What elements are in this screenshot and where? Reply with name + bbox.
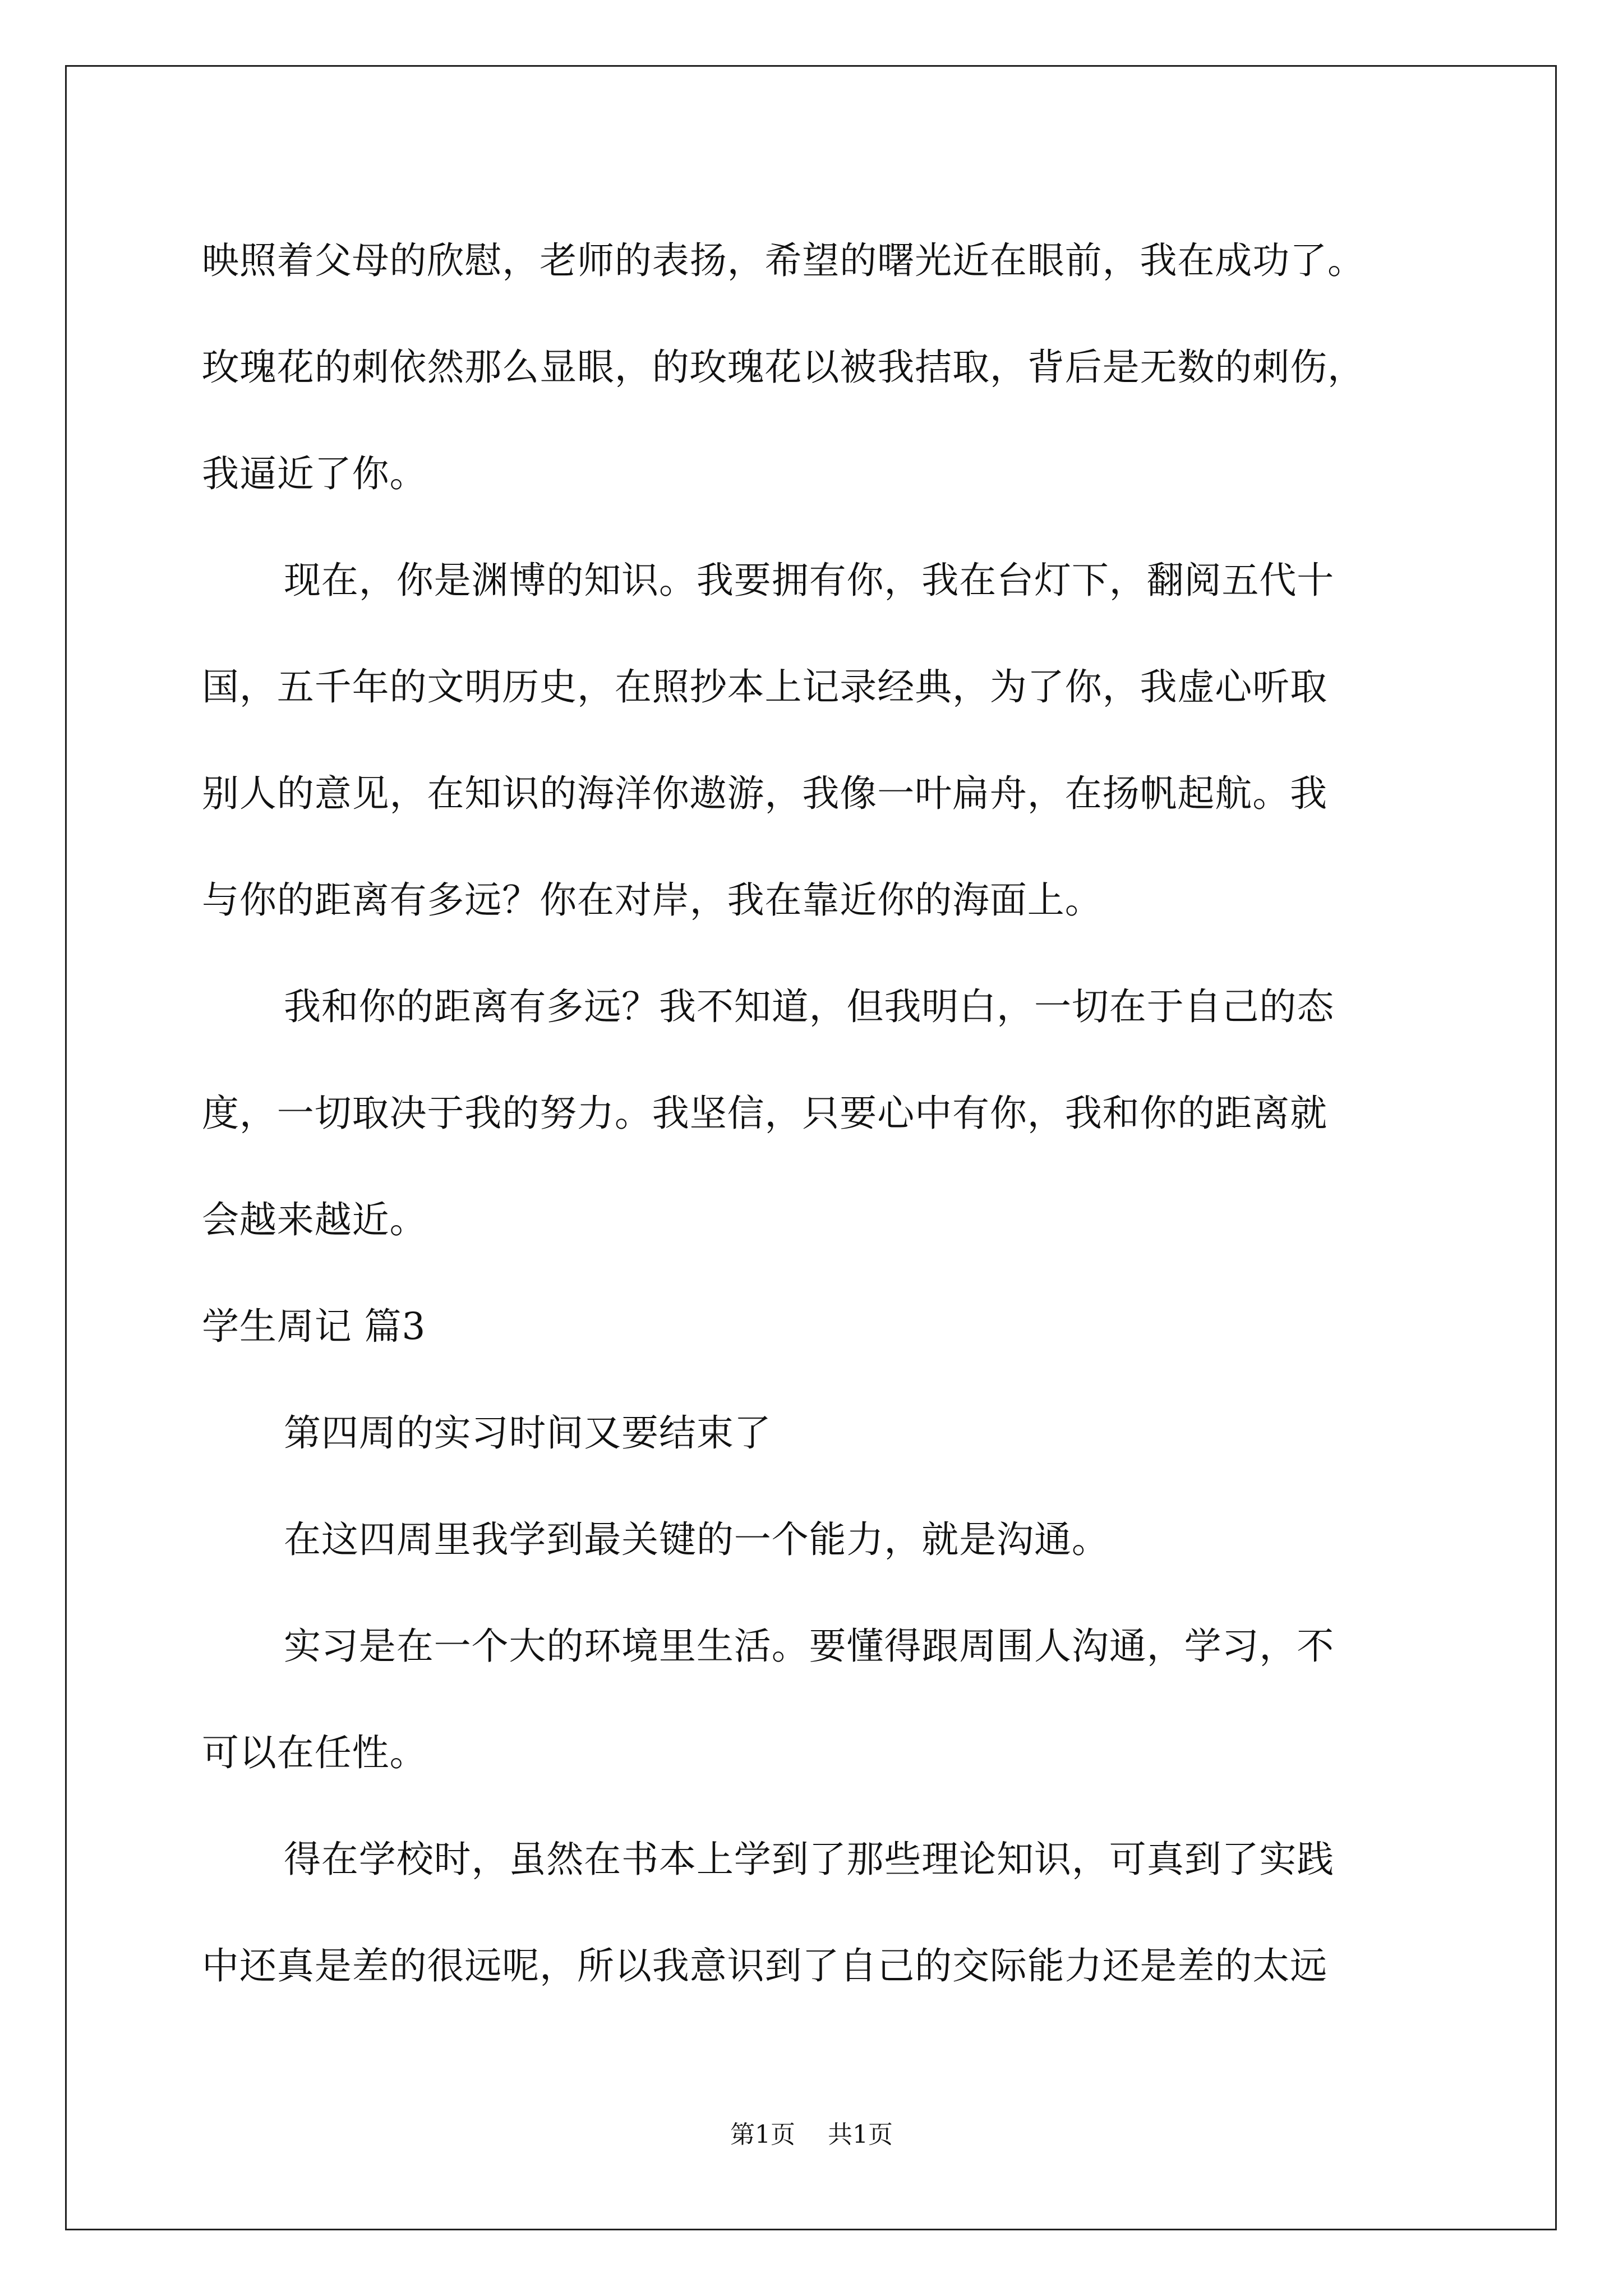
text-line: 会越来越近。	[202, 1198, 427, 1241]
document-body	[202, 208, 1436, 2019]
text-line: 实习是在一个大的环境里生活。要懂得跟周围人沟通，学习，不	[284, 1625, 1335, 1668]
text-line: 第四周的实习时间又要结束了	[284, 1411, 772, 1455]
text-line: 可以在任性。	[202, 1731, 427, 1774]
text-line: 我逼近了你。	[202, 452, 427, 495]
text-line: 度，一切取决于我的努力。我坚信，只要心中有你，我和你的距离就	[202, 1092, 1327, 1135]
page-total: 共1页	[828, 2120, 893, 2149]
text-line: 得在学校时，虽然在书本上学到了那些理论知识，可真到了实践	[284, 1838, 1335, 1881]
text-line: 玫瑰花的刺依然那么显眼，的玫瑰花以被我拮取，背后是无数的刺伤，	[202, 346, 1365, 389]
text-line: 别人的意见，在知识的海洋你遨游，我像一叶扁舟，在扬帆起航。我	[202, 772, 1327, 815]
text-line: 国，五千年的文明历史，在照抄本上记录经典，为了你，我虚心听取	[202, 665, 1327, 708]
text-line: 中还真是差的很远呢，所以我意识到了自己的交际能力还是差的太远	[202, 1944, 1327, 1987]
text-line: 现在，你是渊博的知识。我要拥有你，我在台灯下，翻阅五代十	[284, 559, 1335, 602]
section-heading: 学生周记 篇3	[202, 1305, 426, 1348]
text-line: 与你的距离有多远？你在对岸，我在靠近你的海面上。	[202, 878, 1103, 922]
text-line: 我和你的距离有多远？我不知道，但我明白，一切在于自己的态	[284, 985, 1335, 1028]
text-line: 在这四周里我学到最关键的一个能力，就是沟通。	[284, 1518, 1109, 1561]
text-line: 映照着父母的欣慰，老师的表扬，希望的曙光近在眼前，我在成功了。	[202, 239, 1365, 282]
page-number: 第1页	[730, 2120, 795, 2149]
page-footer	[0, 2118, 1623, 2152]
